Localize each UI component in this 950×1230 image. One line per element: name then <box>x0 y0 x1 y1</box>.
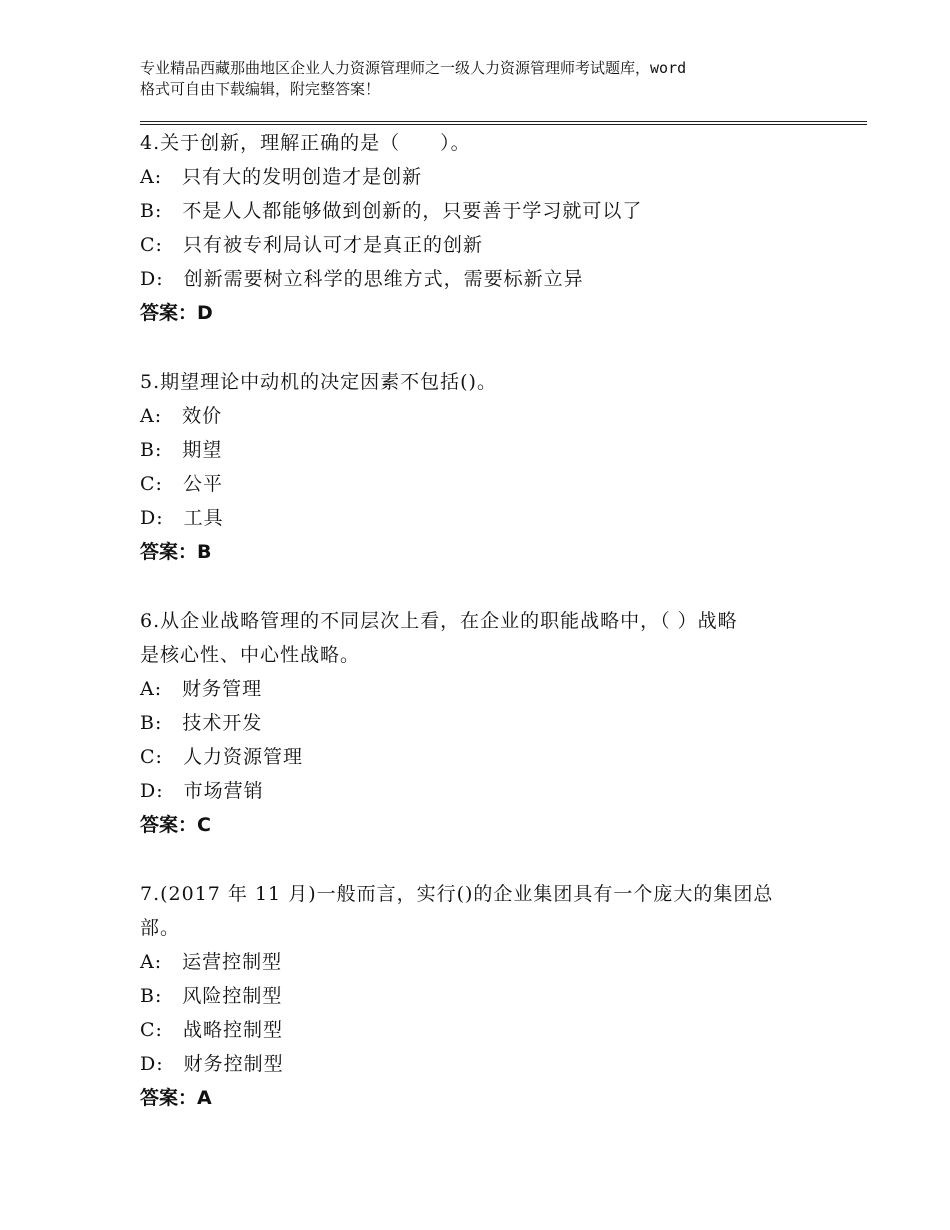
question-stem: 5.期望理论中动机的决定因素不包括()。 <box>140 371 497 393</box>
option-d: D: 财务控制型 <box>140 1053 284 1075</box>
option-b: B: 期望 <box>140 439 223 461</box>
option-a: A: 效价 <box>140 405 223 427</box>
question-7 <box>140 877 840 1115</box>
question-stem-line-2: 部。 <box>140 917 181 939</box>
option-d: D: 市场营销 <box>140 780 264 802</box>
option-b: B: 不是人人都能够做到创新的，只要善于学习就可以了 <box>140 200 643 222</box>
header-line-2: 格式可自由下载编辑，附完整答案！ <box>140 80 381 98</box>
option-c: C: 公平 <box>140 473 223 495</box>
option-c: C: 人力资源管理 <box>140 746 303 768</box>
header-line-1: 专业精品西藏那曲地区企业人力资源管理师之一级人力资源管理师考试题库，word <box>140 59 687 77</box>
option-a: A: 运营控制型 <box>140 951 283 973</box>
option-c: C: 只有被专利局认可才是真正的创新 <box>140 234 483 256</box>
option-a: A: 财务管理 <box>140 678 263 700</box>
question-4 <box>140 126 840 330</box>
question-stem-line-1: 7.(2017 年 11 月)一般而言，实行()的企业集团具有一个庞大的集团总 <box>140 883 774 905</box>
question-stem-line-1: 6.从企业战略管理的不同层次上看，在企业的职能战略中，（ ）战略 <box>140 610 738 632</box>
option-d: D: 创新需要树立科学的思维方式，需要标新立异 <box>140 268 584 290</box>
header-rule-bottom <box>140 124 867 125</box>
option-b: B: 风险控制型 <box>140 985 283 1007</box>
option-b: B: 技术开发 <box>140 712 263 734</box>
answer: 答案：B <box>140 541 212 563</box>
option-d: D: 工具 <box>140 507 224 529</box>
header-rule-top <box>140 121 867 122</box>
option-a: A: 只有大的发明创造才是创新 <box>140 166 423 188</box>
page-header <box>140 58 830 100</box>
answer: 答案：C <box>140 814 211 836</box>
answer: 答案：D <box>140 302 213 324</box>
option-c: C: 战略控制型 <box>140 1019 283 1041</box>
answer: 答案：A <box>140 1087 212 1109</box>
question-6 <box>140 604 840 842</box>
question-5 <box>140 365 840 569</box>
question-stem: 4.关于创新，理解正确的是（ ）。 <box>140 132 471 154</box>
question-stem-line-2: 是核心性、中心性战略。 <box>140 644 361 666</box>
